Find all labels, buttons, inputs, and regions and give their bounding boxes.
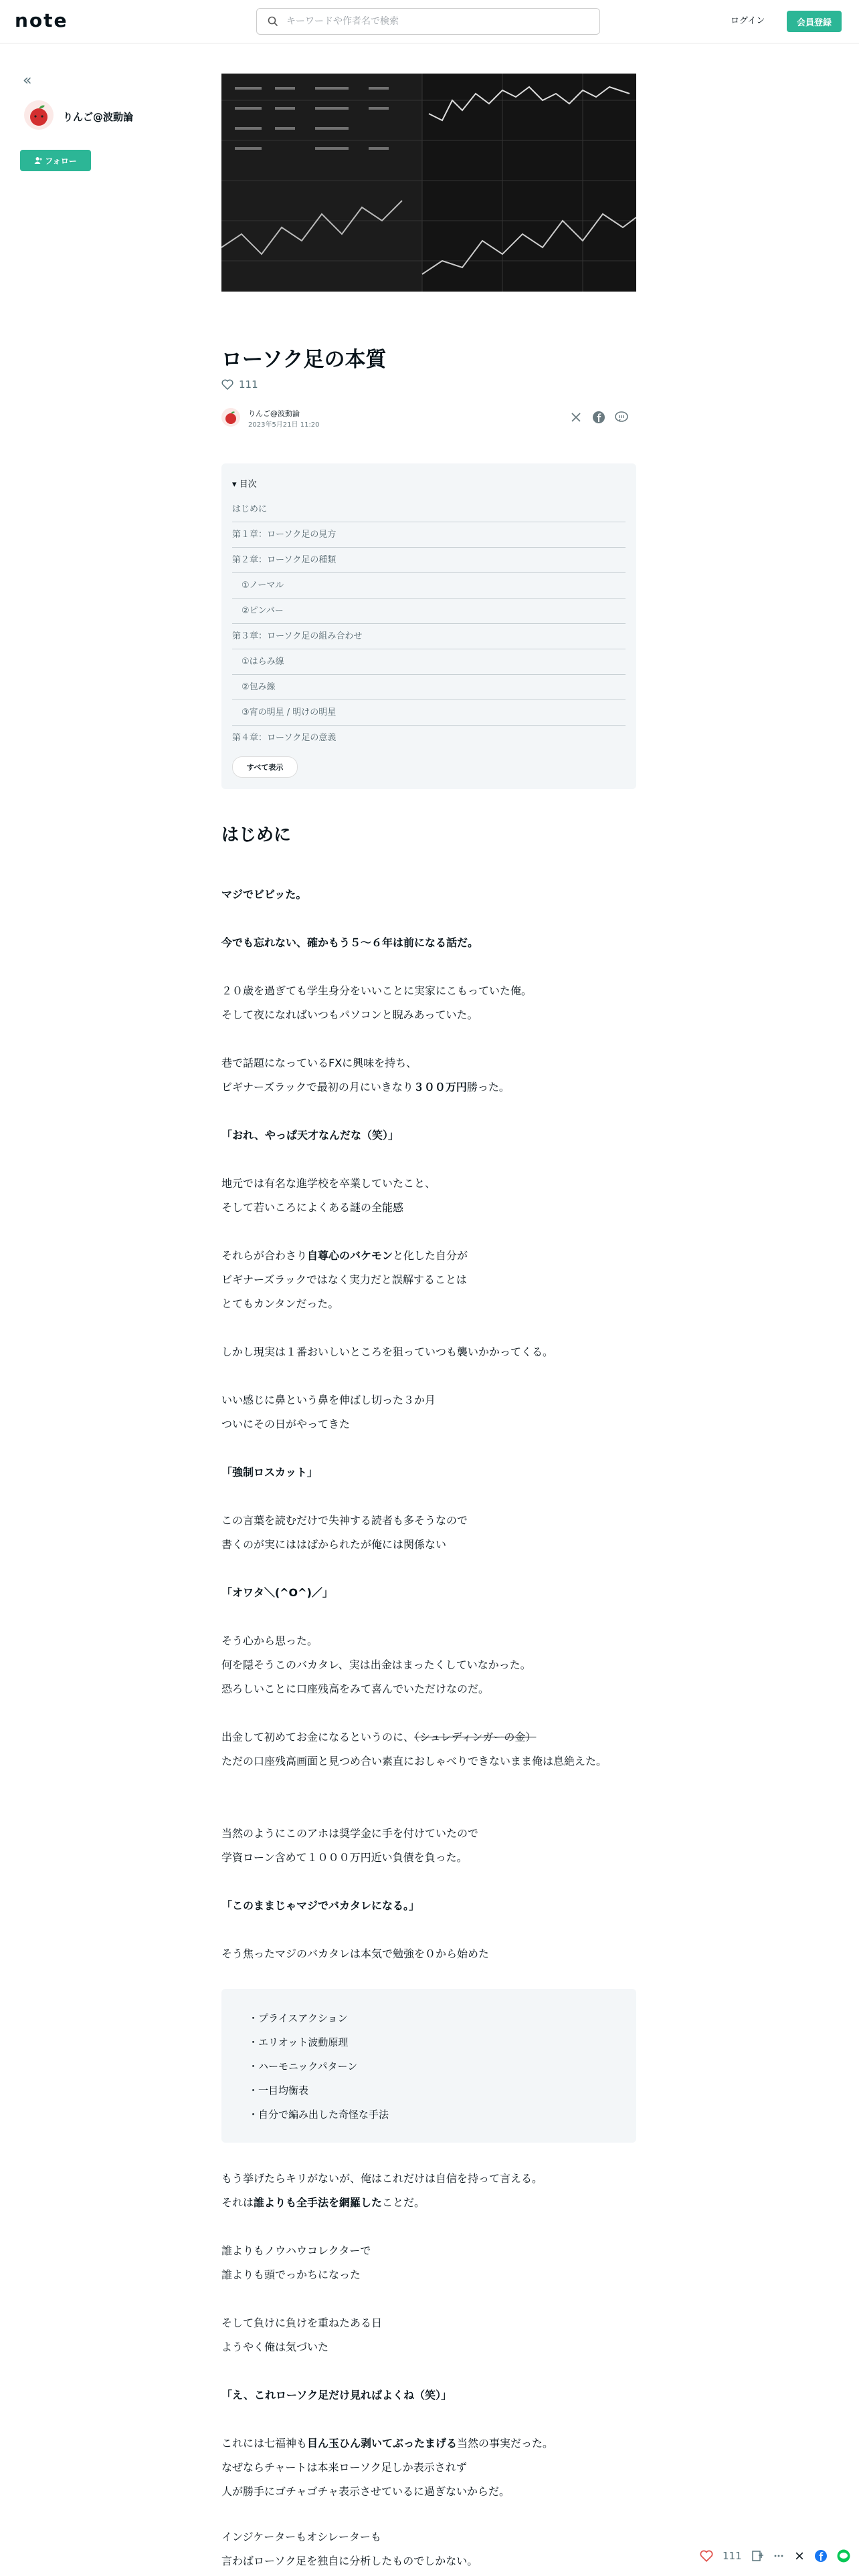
paragraph xyxy=(221,2432,636,2504)
heart-icon[interactable] xyxy=(221,379,233,390)
toc-item[interactable]: 第１章：ローソク足の見方 xyxy=(232,522,626,548)
text-line: とてもカンタンだった。 xyxy=(221,1297,339,1310)
paragraph xyxy=(221,1629,636,1701)
like-count: 111 xyxy=(723,2550,742,2562)
table-of-contents xyxy=(221,463,636,789)
bold-text: ３００万円 xyxy=(413,1081,467,1093)
paragraph xyxy=(221,1509,636,1557)
paragraph xyxy=(221,1942,636,1966)
toc-heading-label: 目次 xyxy=(239,479,257,490)
text-line: 何を隠そうこのバカタレ、実は出金はまったくしていなかった。 xyxy=(221,1658,531,1671)
bold-text: 「このままじゃマジでバカタレになる。」 xyxy=(221,1899,420,1912)
login-button[interactable]: ログイン xyxy=(731,16,765,26)
list-item: ・ 一目均衡表 xyxy=(248,2078,636,2103)
paragraph xyxy=(221,931,636,955)
list-item: ・ 自分で編み出した奇怪な手法 xyxy=(248,2103,636,2127)
list-item: ・ プライスアクション xyxy=(248,2006,636,2030)
text-line: そして若いころによくある謎の全能感 xyxy=(221,1201,404,1214)
facebook-share-icon[interactable] xyxy=(814,2549,828,2563)
paragraph xyxy=(221,1172,636,1220)
follow-button[interactable] xyxy=(20,150,91,171)
search-icon xyxy=(268,16,278,27)
text-line: ビギナーズラックで最初の月にいきなり xyxy=(221,1081,413,1093)
paragraph xyxy=(221,1051,636,1099)
text-line: ビギナーズラックではなく実力だと誤解することは xyxy=(221,1273,467,1286)
paragraph xyxy=(221,883,636,907)
site-header xyxy=(0,0,859,43)
toc-item[interactable]: 第２章：ローソク足の種類 xyxy=(232,548,626,573)
author-avatar[interactable] xyxy=(221,408,240,427)
text-line: しかし現実は１番おいしいところを狙っていつも襲いかかってくる。 xyxy=(221,1346,554,1358)
strikethrough-text: （シュレディンガーの金） xyxy=(414,1731,537,1743)
text-line: そして夜になればいつもパソコンと睨みあっていた。 xyxy=(221,1008,478,1021)
hero-image-stock-chart xyxy=(221,74,636,292)
toc-item[interactable]: 第３章：ローソク足の組み合わせ xyxy=(232,624,626,649)
paragraph xyxy=(221,1388,636,1436)
like-area[interactable] xyxy=(221,379,258,391)
line-share-icon[interactable] xyxy=(837,2549,850,2563)
heart-icon[interactable] xyxy=(700,2550,713,2562)
text-line: 出金して初めてお金になるというのに、 xyxy=(221,1731,415,1743)
bold-text: マジでビビッた。 xyxy=(221,888,307,901)
show-all-toc-button[interactable]: すべて表示 xyxy=(232,756,298,778)
bold-text: 今でも忘れない、確かもう５〜６年は前になる話だ。 xyxy=(221,936,479,949)
text-line: これには七福神も xyxy=(221,2437,308,2450)
list-item: ・ エリオット波動原理 xyxy=(248,2030,636,2054)
text-line: そう心から思った。 xyxy=(221,1634,318,1647)
note-logo[interactable]: note xyxy=(15,9,68,31)
toc-item[interactable]: ①はらみ線 xyxy=(232,649,626,675)
add-user-icon xyxy=(34,156,42,165)
paragraph xyxy=(221,2383,636,2407)
text-line: 巷で話題になっているFXに興味を持ち、 xyxy=(221,1057,417,1069)
text-line: この言葉を読むだけで失神する読者も多そうなので xyxy=(221,1514,468,1527)
x-share-icon[interactable] xyxy=(569,411,583,424)
text-line: 恐ろしいことに口座残高をみて喜んでいただけなのだ。 xyxy=(221,1683,490,1695)
text-line: 誰よりもノウハウコレクターで xyxy=(221,2244,371,2257)
bold-text: 「え、これローソク足だけ見ればよくね（笑）」 xyxy=(221,2389,452,2401)
text-line: なぜならチャートは本来ローソク足しか表示されず xyxy=(221,2461,467,2474)
publish-date: 2023年5月21日 11:20 xyxy=(248,421,320,429)
follow-label: フォロー xyxy=(45,156,77,166)
toc-heading[interactable]: ▾ 目次 xyxy=(232,479,257,490)
text-line: いい感じに鼻という鼻を伸ばし切った３か月 xyxy=(221,1394,436,1406)
article-title: ローソク足の本質 xyxy=(221,348,387,372)
text-line: ことだ。 xyxy=(382,2196,425,2209)
text-line: それは xyxy=(221,2196,254,2209)
text-line: そう焦ったマジのバカタレは本気で勉強を０から始めた xyxy=(221,1947,490,1960)
signup-button[interactable]: 会員登録 xyxy=(787,11,842,32)
text-line: もう挙げたらキリがないが、俺はこれだけは自信を持って言える。 xyxy=(221,2172,543,2185)
paragraph xyxy=(221,1123,636,1148)
facebook-share-icon[interactable] xyxy=(592,411,605,424)
toc-item[interactable]: 第４章：ローソク足の意義 xyxy=(232,733,337,743)
bold-text: 誰よりも全手法を網羅した xyxy=(254,2196,383,2209)
text-line: ２０歳を過ぎても学生身分をいいことに実家にこもっていた俺。 xyxy=(221,984,533,997)
text-line: インジケーターもオシレーターも xyxy=(221,2531,381,2543)
search-box[interactable] xyxy=(256,8,600,35)
paragraph xyxy=(221,1581,636,1605)
paragraph xyxy=(221,1244,636,1316)
avatar[interactable] xyxy=(24,100,54,130)
text-line: 地元では有名な進学校を卒業していたこと、 xyxy=(221,1177,436,1190)
paragraph xyxy=(221,1822,636,1870)
like-count: 111 xyxy=(239,379,258,391)
paragraph xyxy=(221,979,636,1027)
text-line: 勝った。 xyxy=(466,1081,510,1093)
author-byline xyxy=(221,404,636,431)
toc-item[interactable]: はじめに xyxy=(232,497,626,522)
floating-action-bar xyxy=(700,2544,850,2568)
text-line: そして負けに負けを重ねたある日 xyxy=(221,2317,383,2329)
paragraph xyxy=(221,2525,636,2573)
bold-text: 「強制ロスカット」 xyxy=(221,1466,318,1479)
section-heading: はじめに xyxy=(221,825,292,845)
toc-item[interactable]: ②包み線 xyxy=(232,675,626,700)
text-line: 誰よりも頭でっかちになった xyxy=(221,2268,361,2281)
author-name[interactable]: りんご@波動論 xyxy=(248,409,300,418)
paragraph xyxy=(221,2311,636,2359)
bold-text: 自尊心のバケモン xyxy=(307,1249,393,1262)
paragraph xyxy=(221,2239,636,2287)
toc-item[interactable]: ①ノーマル xyxy=(232,573,626,599)
text-line: 当然の事実だった。 xyxy=(457,2437,554,2450)
text-line: ついにその日がやってきた xyxy=(221,1418,351,1430)
list-item: ・ ハーモニックパターン xyxy=(248,2054,636,2078)
text-line: それらが合わさり xyxy=(221,1249,308,1262)
text-line: 当然のようにこのアホは奨学金に手を付けていたので xyxy=(221,1827,479,1840)
creator-name[interactable]: りんご@波動論 xyxy=(63,111,134,123)
bold-text: 「オワタ＼(^O^)／」 xyxy=(221,1586,333,1599)
text-line: 言わばローソク足を独自に分析したものでしかない。 xyxy=(221,2555,478,2567)
paragraph xyxy=(221,1461,636,1485)
text-line: ようやく俺は気づいた xyxy=(221,2341,329,2353)
toc-item[interactable]: ②ピンバー xyxy=(232,599,626,624)
paragraph xyxy=(221,2167,636,2215)
text-line: 学資ローン含めて１０００万円近い負債を負った。 xyxy=(221,1851,468,1864)
method-list xyxy=(221,1989,636,2127)
text-line: 人が勝手にゴチャゴチャ表示させているに過ぎないからだ。 xyxy=(221,2485,510,2498)
toc-item[interactable]: ③宵の明星 / 明けの明星 xyxy=(232,700,626,726)
paragraph xyxy=(221,1725,636,1774)
magazine-add-icon[interactable] xyxy=(751,2550,763,2562)
line-share-icon[interactable] xyxy=(615,411,628,424)
paragraph xyxy=(221,1894,636,1918)
method-list-box xyxy=(221,1989,636,2143)
collapse-sidebar-icon[interactable]: « xyxy=(23,72,32,89)
text-line: ただの口座残高画面と見つめ合い素直におしゃべりできないまま俺は息絶えた。 xyxy=(221,1755,607,1767)
more-icon[interactable] xyxy=(773,2550,785,2562)
text-line: 書くのが実にははばかられたが俺には関係ない xyxy=(221,1538,447,1551)
search-input[interactable] xyxy=(285,15,582,27)
bold-text: 「おれ、やっぱ天才なんだな（笑）」 xyxy=(221,1129,399,1142)
text-line: と化した自分が xyxy=(393,1249,468,1262)
paragraph xyxy=(221,1340,636,1364)
x-share-icon[interactable] xyxy=(794,2551,805,2561)
bold-text: 目ん玉ひん剥いてぶったまげる xyxy=(307,2437,458,2450)
